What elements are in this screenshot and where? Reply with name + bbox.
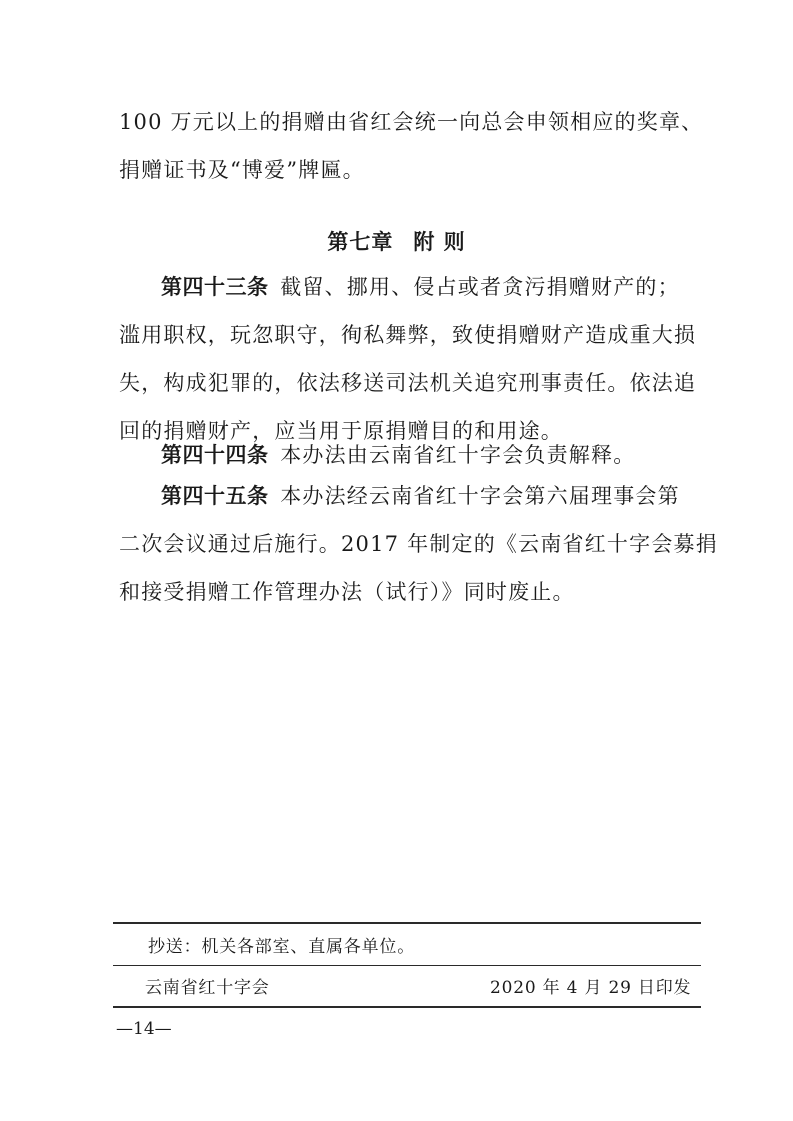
page-number: —14— (116, 1019, 172, 1039)
article-43 (119, 263, 697, 455)
footer-rule-middle (113, 965, 701, 966)
continuation-paragraph (119, 98, 704, 194)
footer-rule-top (113, 922, 701, 924)
article-label: 第四十五条 (161, 484, 269, 508)
text-line: 和接受捐赠工作管理办法（试行）》同时废止。 (119, 580, 575, 604)
article-45 (119, 472, 718, 616)
text-line: 100 万元以上的捐赠由省红会统一向总会申领相应的奖章、 (119, 110, 704, 134)
text-line: 二次会议通过后施行。2017 年制定的《云南省红十字会募捐 (119, 532, 718, 556)
text-line: 第四十三条 截留、挪用、侵占或者贪污捐赠财产的； (161, 275, 680, 299)
text-line: 第四十五条 本办法经云南省红十字会第六届理事会第 (161, 484, 680, 508)
cc-distribution: 抄送：机关各部室、直属各单位。 (148, 937, 415, 957)
text-line: 第四十四条 本办法由云南省红十字会负责解释。 (161, 443, 636, 467)
chapter-name: 附 则 (413, 230, 466, 254)
article-label: 第四十四条 (161, 443, 269, 467)
text-line: 失，构成犯罪的，依法移送司法机关追究刑事责任。依法追 (119, 371, 697, 395)
chapter-title (0, 218, 793, 266)
text-line: 捐赠证书及“博爱”牌匾。 (119, 158, 365, 182)
issuer-name: 云南省红十字会 (145, 978, 270, 998)
text-line: 滥用职权，玩忽职守，徇私舞弊，致使捐赠财产造成重大损 (119, 323, 697, 347)
article-label: 第四十三条 (161, 275, 269, 299)
footer-rule-bottom (113, 1006, 701, 1008)
text-line: 回的捐赠财产，应当用于原捐赠目的和用途。 (119, 419, 563, 443)
issue-date: 2020 年 4 月 29 日印发 (490, 978, 692, 998)
chapter-number: 第七章 (327, 230, 394, 254)
